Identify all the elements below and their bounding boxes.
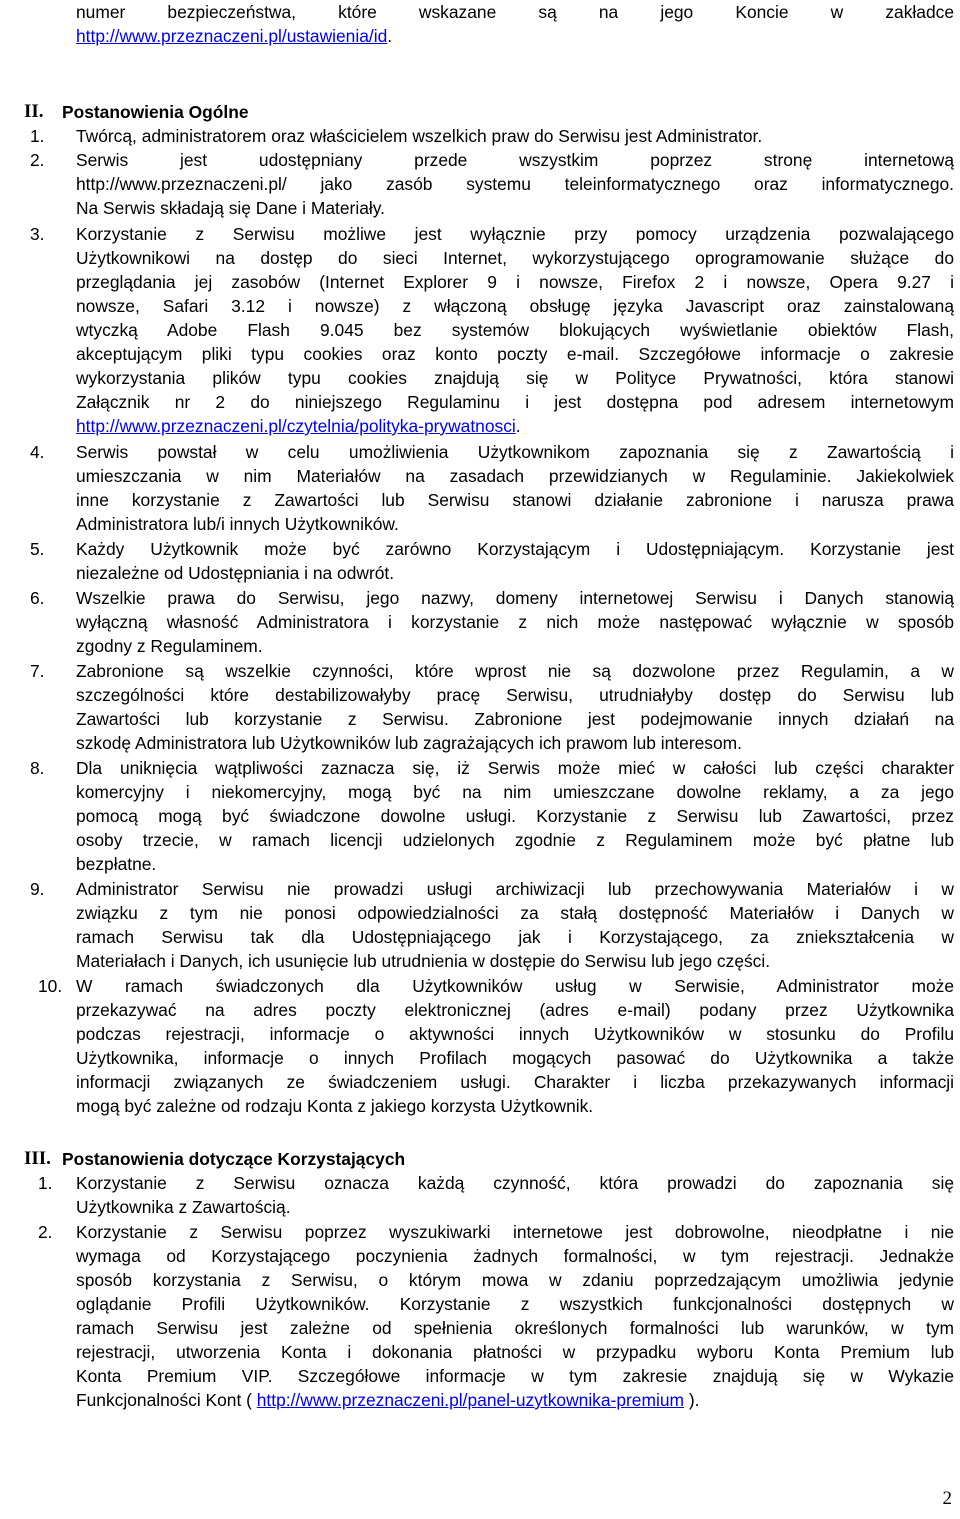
text-line: szkodę Administratora lub Użytkowników lub zagrażających ich prawom lub interesom. [76, 733, 742, 753]
text-line: przeglądania jej zasobów (Internet Explorer 9 i nowsze, Firefox 2 i nowsze, Opera 9.27 i [76, 272, 954, 292]
text-line: Serwis jest udostępniany przede wszystkim poprzez stronę internetową [76, 150, 954, 170]
list-number: 4. [30, 442, 45, 462]
text-line: Korzystanie z Serwisu poprzez wyszukiwarki internetowe jest dobrowolne, nieodpłatne i nie [76, 1222, 954, 1242]
text-line: osoby trzecie, w ramach licencji udzielonych zgodnie z Regulaminem może być płatne lub [76, 830, 954, 850]
text-line: mogą być zależne od rodzaju Konta z jakiego korzysta Użytkownik. [76, 1096, 594, 1116]
list-number: 5. [30, 539, 45, 559]
list-number: 9. [30, 879, 45, 899]
text-line: Serwis powstał w celu umożliwienia Użytkownikom zapoznania się z Zawartością i [76, 442, 954, 462]
text-line: podczas rejestracji, informacje o aktywności innych Użytkowników w stosunku do Profilu [76, 1024, 954, 1044]
text-line: Zawartości lub korzystanie z Serwisu. Zabronione jest podejmowanie innych działań na [76, 709, 954, 729]
text-line: Użytkownikowi na dostęp do sieci Internet, wykorzystującego oprogramowanie służące do [76, 248, 954, 268]
text-line: szczególności które destabilizowałyby pracę Serwisu, utrudniałyby dostęp do Serwisu lub [76, 685, 954, 705]
text-line: Dla uniknięcia wątpliwości zaznacza się, iż Serwis może mieć w całości lub części charakter [76, 758, 954, 778]
text-line: http://www.przeznaczeni.pl/ustawienia/id. [76, 26, 393, 46]
list-number: 2. [30, 150, 45, 170]
text-line: Na Serwis składają się Dane i Materiały. [76, 198, 385, 218]
text-line: przekazywać na adres poczty elektronicznej (adres e-mail) podany przez Użytkownika [76, 1000, 954, 1020]
link[interactable]: http://www.przeznaczeni.pl/czytelnia/polityka-prywatnosci [76, 416, 516, 436]
text-line: bezpłatne. [76, 854, 157, 874]
text-line: oglądanie Profili Użytkowników. Korzystanie z wszystkich funkcjonalności dostępnych w [76, 1294, 954, 1314]
text-line: nowsze, Safari 3.12 i nowsze) z włączoną obsługę języka Javascript oraz zainstalowaną [76, 296, 954, 316]
list-number: 1. [30, 126, 45, 146]
list-number: 7. [30, 661, 45, 681]
list-number: 3. [30, 224, 45, 244]
section-number: II. [24, 101, 44, 122]
text-line: Korzystanie z Serwisu możliwe jest wyłącznie przy pomocy urządzenia pozwalającego [76, 224, 954, 244]
text-line: związku z tym nie ponosi odpowiedzialności za stałą dostępność Materiałów i Danych w [76, 903, 954, 923]
text-line: rejestracji, utworzenia Konta i dokonania płatności w przypadku wyboru Konta Premium lub [76, 1342, 954, 1362]
text-line: Każdy Użytkownik może być zarówno Korzystającym i Udostępniającym. Korzystanie jest [76, 539, 954, 559]
list-number: 6. [30, 588, 45, 608]
text-line: Załącznik nr 2 do niniejszego Regulaminu i jest dostępna pod adresem internetowym [76, 392, 954, 412]
text-line: Administrator Serwisu nie prowadzi usługi archiwizacji lub przechowywania Materiałów i w [76, 879, 954, 899]
text-line: komercyjny i niekomercyjny, mogą być na nim umieszczane dowolne reklamy, a za jego [76, 782, 954, 802]
text-line: ramach Serwisu tak dla Udostępniającego jak i Korzystającego, za zniekształcenia w [76, 927, 954, 947]
text-line: Administratora lub/i innych Użytkowników. [76, 514, 399, 534]
link[interactable]: http://www.przeznaczeni.pl/panel-uzytkownika-premium [256, 1390, 684, 1410]
text-line: Zabronione są wszelkie czynności, które wprost nie są dozwolone przez Regulamin, a w [76, 661, 954, 681]
list-number: 8. [30, 758, 45, 778]
text-line: sposób korzystania z Serwisu, o którym mowa w zdaniu poprzedzającym umożliwia jedynie [76, 1270, 954, 1290]
text-line: wykorzystania plików typu cookies znajdują się w Polityce Prywatności, która stanowi [76, 368, 954, 388]
text-line: Materiałach i Danych, ich usunięcie lub utrudnienia w dostępie do Serwisu lub jego części. [76, 951, 771, 971]
text-line: Konta Premium VIP. Szczegółowe informacje w tym zakresie znajdują się w Wykazie [76, 1366, 954, 1386]
link[interactable]: http://www.przeznaczeni.pl/ustawienia/id [76, 26, 388, 46]
text-line: Użytkownika, informacje o innych Profilach mogących pasować do Użytkownika a także [76, 1048, 954, 1068]
text-line: pomocą mogą być świadczone dowolne usługi. Korzystanie z Serwisu lub Zawartości, przez [76, 806, 954, 826]
section-number: III. [24, 1148, 51, 1169]
text-line: umieszczania w nim Materiałów na zasadach przewidzianych w Regulaminie. Jakiekolwiek [76, 466, 954, 486]
text-line: Funkcjonalności Kont ( http://www.przeznaczeni.pl/panel-uzytkownika-premium ). [76, 1390, 700, 1410]
list-number: 2. [38, 1222, 53, 1242]
text-line: Twórcą, administratorem oraz właścicielem wszelkich praw do Serwisu jest Administrator. [76, 126, 763, 146]
text-line: W ramach świadczonych dla Użytkowników usług w Serwisie, Administrator może [76, 976, 954, 996]
text-line: http://www.przeznaczeni.pl/ jako zasób systemu teleinformatycznego oraz informatycznego. [76, 174, 954, 194]
text-line: informacji związanych ze świadczeniem usługi. Charakter i liczba przekazywanych informacji [76, 1072, 954, 1092]
text-line: akceptującym pliki typu cookies oraz konto poczty e-mail. Szczegółowe informacje o zakresie [76, 344, 954, 364]
text-line: http://www.przeznaczeni.pl/czytelnia/polityka-prywatnosci. [76, 416, 521, 436]
list-number: 10. [38, 976, 63, 996]
text-line: wymaga od Korzystającego poczynienia żadnych formalności, w tym rejestracji. Jednakże [76, 1246, 954, 1266]
text-line: wyłączną własność Administratora i korzystanie z nich może następować wyłącznie w sposób [76, 612, 954, 632]
text-line: niezależne od Udostępniania i na odwrót. [76, 563, 395, 583]
text-line: wtyczką Adobe Flash 9.045 bez systemów blokujących wyświetlanie obiektów Flash, [76, 320, 954, 340]
page-number: 2 [942, 1488, 952, 1509]
text-line: Użytkownika z Zawartością. [76, 1197, 291, 1217]
text-line: Korzystanie z Serwisu oznacza każdą czynność, która prowadzi do zapoznania się [76, 1173, 954, 1193]
list-number: 1. [38, 1173, 53, 1193]
section-title: Postanowienia dotyczące Korzystających [62, 1149, 406, 1169]
text-line: inne korzystanie z Zawartości lub Serwisu stanowi działanie zabronione i narusza prawa [76, 490, 954, 510]
section-title: Postanowienia Ogólne [62, 102, 249, 122]
text-line: numer bezpieczeństwa, które wskazane są na jego Koncie w zakładce [76, 2, 954, 22]
text-line: Wszelkie prawa do Serwisu, jego nazwy, domeny internetowej Serwisu i Danych stanowią [76, 588, 954, 608]
text-line: zgodny z Regulaminem. [76, 636, 263, 656]
text-line: ramach Serwisu jest zależne od spełnienia określonych formalności lub warunków, w tym [76, 1318, 954, 1338]
